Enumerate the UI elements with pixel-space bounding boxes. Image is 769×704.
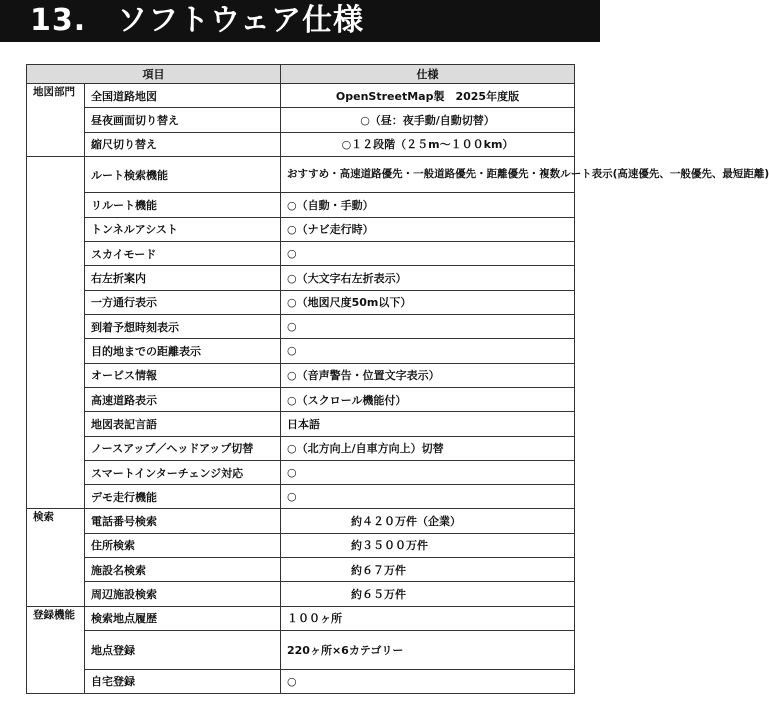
item-cell: ルート検索機能: [85, 156, 281, 192]
table-row: [27, 460, 575, 484]
item-cell: 住所検索: [85, 533, 281, 557]
spec-cell: ○: [281, 242, 575, 266]
spec-cell: ○（大文字右左折表示）: [281, 266, 575, 290]
item-cell: スカイモード: [85, 242, 281, 266]
header-spec: 仕様: [281, 65, 575, 84]
item-cell: 自宅登録: [85, 669, 281, 693]
item-cell: リルート機能: [85, 193, 281, 217]
item-cell: 縮尺切り替え: [85, 132, 281, 156]
table-row: [27, 387, 575, 411]
spec-cell: ○（スクロール機能付）: [281, 387, 575, 411]
spec-cell: ○（北方向上/自車方向上）切替: [281, 436, 575, 460]
table-header-row: [27, 65, 575, 84]
table-row: [27, 108, 575, 132]
item-cell: デモ走行機能: [85, 485, 281, 509]
spec-cell: ○: [281, 339, 575, 363]
spec-cell: ○: [281, 460, 575, 484]
spec-cell: 約６５万件: [281, 582, 575, 606]
table-row: [27, 412, 575, 436]
table-row: [27, 132, 575, 156]
spec-cell: おすすめ・高速道路優先・一般道路優先・距離優先・複数ルート表示(高速優先、一般優先、最短距離): [281, 156, 575, 192]
spec-cell: ○（昼：夜手動/自動切替）: [281, 108, 575, 132]
title-bar: [0, 0, 600, 42]
spec-cell: ○（地図尺度50m以下）: [281, 290, 575, 314]
item-cell: 検索地点履歴: [85, 606, 281, 630]
table-row: [27, 582, 575, 606]
table-row: [27, 217, 575, 241]
category-cell: 地図部門: [27, 84, 85, 157]
item-cell: 全国道路地図: [85, 84, 281, 108]
table-row: [27, 436, 575, 460]
spec-cell: 約６７万件: [281, 558, 575, 582]
category-cell: 検索: [27, 509, 85, 606]
item-cell: 昼夜画面切り替え: [85, 108, 281, 132]
item-cell: 到着予想時刻表示: [85, 314, 281, 338]
spec-cell: １００ヶ所: [281, 606, 575, 630]
table-row: [27, 290, 575, 314]
table-row: [27, 558, 575, 582]
table-row: [27, 509, 575, 533]
spec-cell: ○: [281, 314, 575, 338]
spec-cell: ○（自動・手動）: [281, 193, 575, 217]
item-cell: 地点登録: [85, 631, 281, 670]
page-title: 13. ソフトウェア仕様: [30, 3, 364, 38]
item-cell: 目的地までの距離表示: [85, 339, 281, 363]
spec-cell: ○１２段階（２５m～１００km）: [281, 132, 575, 156]
item-cell: 施設名検索: [85, 558, 281, 582]
table-row: [27, 84, 575, 108]
spec-cell: 日本語: [281, 412, 575, 436]
table-row: [27, 533, 575, 557]
table-row: [27, 631, 575, 670]
category-cell: [27, 156, 85, 509]
spec-cell: ○（ナビ走行時）: [281, 217, 575, 241]
spec-cell: OpenStreetMap製 2025年度版: [281, 84, 575, 108]
item-cell: ノースアップ／ヘッドアップ切替: [85, 436, 281, 460]
item-cell: 一方通行表示: [85, 290, 281, 314]
table-row: [27, 193, 575, 217]
item-cell: 電話番号検索: [85, 509, 281, 533]
item-cell: スマートインターチェンジ対応: [85, 460, 281, 484]
spec-cell: ○: [281, 669, 575, 693]
table-row: [27, 485, 575, 509]
table-row: [27, 156, 575, 192]
item-cell: 高速道路表示: [85, 387, 281, 411]
spec-table: [26, 64, 769, 694]
item-cell: トンネルアシスト: [85, 217, 281, 241]
table-row: [27, 363, 575, 387]
header-item: 項目: [27, 65, 281, 84]
category-cell: 登録機能: [27, 606, 85, 693]
spec-cell: ○: [281, 485, 575, 509]
table-row: [27, 242, 575, 266]
spec-cell: 約３５００万件: [281, 533, 575, 557]
table-row: [27, 669, 575, 693]
table-row: [27, 606, 575, 630]
table-row: [27, 339, 575, 363]
spec-cell: ○（音声警告・位置文字表示）: [281, 363, 575, 387]
spec-cell: 約４２０万件（企業）: [281, 509, 575, 533]
spec-cell: 220ヶ所×6カテゴリー: [281, 631, 575, 670]
table-row: [27, 266, 575, 290]
item-cell: 周辺施設検索: [85, 582, 281, 606]
table-row: [27, 314, 575, 338]
item-cell: 右左折案内: [85, 266, 281, 290]
item-cell: オービス情報: [85, 363, 281, 387]
item-cell: 地図表記言語: [85, 412, 281, 436]
